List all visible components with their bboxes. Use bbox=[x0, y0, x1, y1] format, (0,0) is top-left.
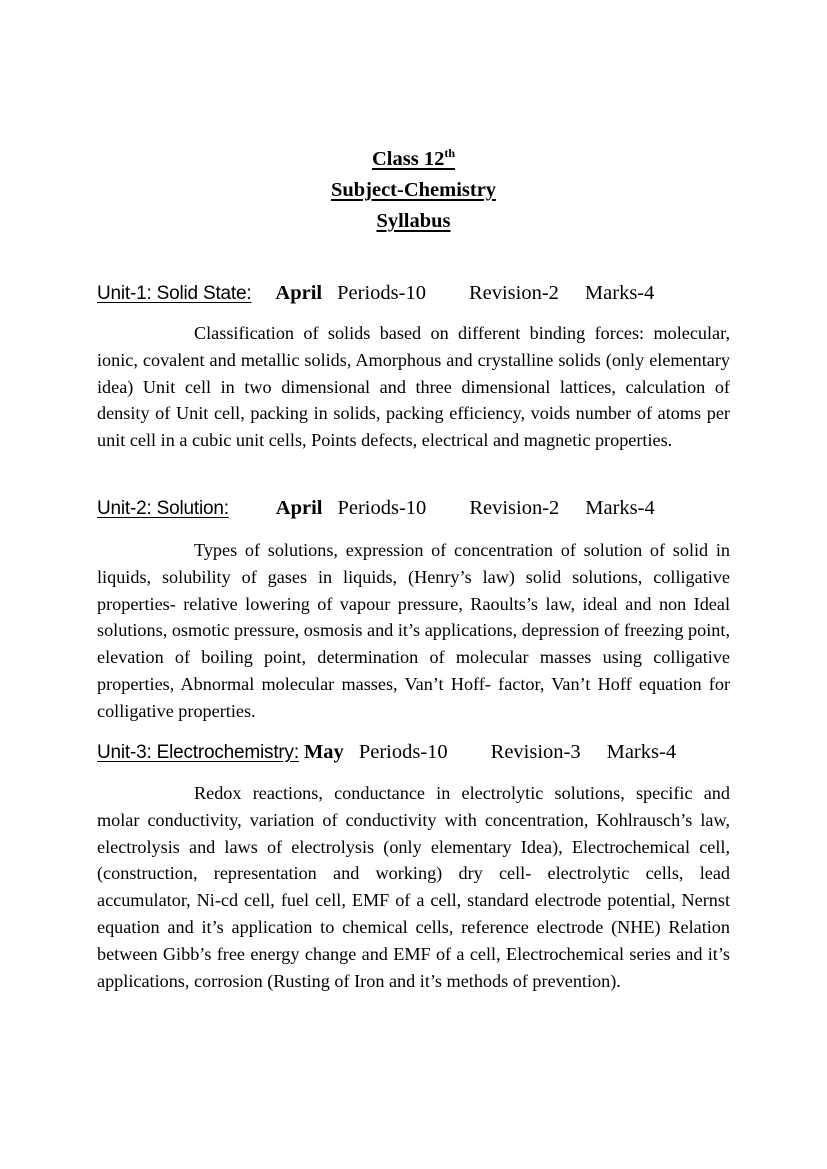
unit-revision: Revision-3 bbox=[490, 741, 581, 763]
unit-1-heading bbox=[97, 280, 654, 307]
unit-revision: Revision-2 bbox=[469, 497, 560, 519]
unit-marks: Marks-4 bbox=[585, 497, 655, 519]
unit-marks: Marks-4 bbox=[606, 741, 677, 763]
unit-title: Unit-2: Solution: bbox=[97, 498, 229, 519]
class-title-superscript: th bbox=[444, 146, 455, 161]
subject-title-text: Subject-Chemistry bbox=[330, 179, 497, 201]
unit-marks: Marks-4 bbox=[584, 282, 655, 304]
unit-periods: Periods-10 bbox=[337, 282, 426, 304]
unit-month: May bbox=[303, 741, 344, 763]
unit-1-content: Classification of solids based on different binding forces: molecular, ionic, covalent and metallic solids, Amorphous and crystalline solids (only elementary idea) Unit cell in two dimensional and three dimensional lattices, calculation of density of Unit cell, packing in solids, packing efficiency, voids number of atoms per unit cell in a cubic unit cells, Points defects, electrical and magnetic properties. bbox=[97, 323, 730, 451]
unit-revision: Revision-2 bbox=[468, 282, 559, 304]
unit-3-heading bbox=[97, 739, 676, 766]
unit-month: April bbox=[275, 282, 323, 304]
unit-3-content: Redox reactions, conductance in electrolytic solutions, specific and molar conductivity, variation of conductivity with concentration, Kohlrausch’s law, electrolysis and laws of electrolysis (only elementary Idea), Electrochemical cell, (construction, representation and working) dry cell- electrolytic cells, lead accumulator, Ni-cd cell, fuel cell, EMF of a cell, standard electrode potential, Nernst equation and it’s application to chemical cells, reference electrode (NHE) Relation between Gibb’s free energy change and EMF of a cell, Electrochemical series and it’s applications, corrosion (Rusting of Iron and it’s methods of prevention). bbox=[97, 783, 730, 991]
syllabus-title bbox=[0, 206, 827, 237]
unit-month: April bbox=[275, 497, 323, 519]
unit-2-content: Types of solutions, expression of concentration of solution of solid in liquids, solubility of gases in liquids, (Henry’s law) solid solutions, colligative properties- relative lowering of vapour pressure, Raoults’s law, ideal and non Ideal solutions, osmotic pressure, osmosis and it’s applications, depression of freezing point, elevation of boiling point, determination of molecular masses using colligative properties, Abnormal molecular masses, Van’t Hoff- factor, Van’t Hoff equation for colligative properties. bbox=[97, 540, 730, 721]
subject-title bbox=[0, 175, 827, 206]
class-title-text: Class 12 bbox=[371, 148, 445, 170]
unit-periods: Periods-10 bbox=[337, 497, 427, 519]
unit-title: Unit-3: Electrochemistry: bbox=[97, 742, 299, 763]
unit-2-heading bbox=[97, 495, 655, 522]
class-title bbox=[0, 144, 827, 175]
syllabus-title-text: Syllabus bbox=[376, 210, 451, 232]
unit-periods: Periods-10 bbox=[358, 741, 448, 763]
document-header bbox=[0, 144, 827, 237]
unit-title: Unit-1: Solid State: bbox=[97, 283, 252, 304]
